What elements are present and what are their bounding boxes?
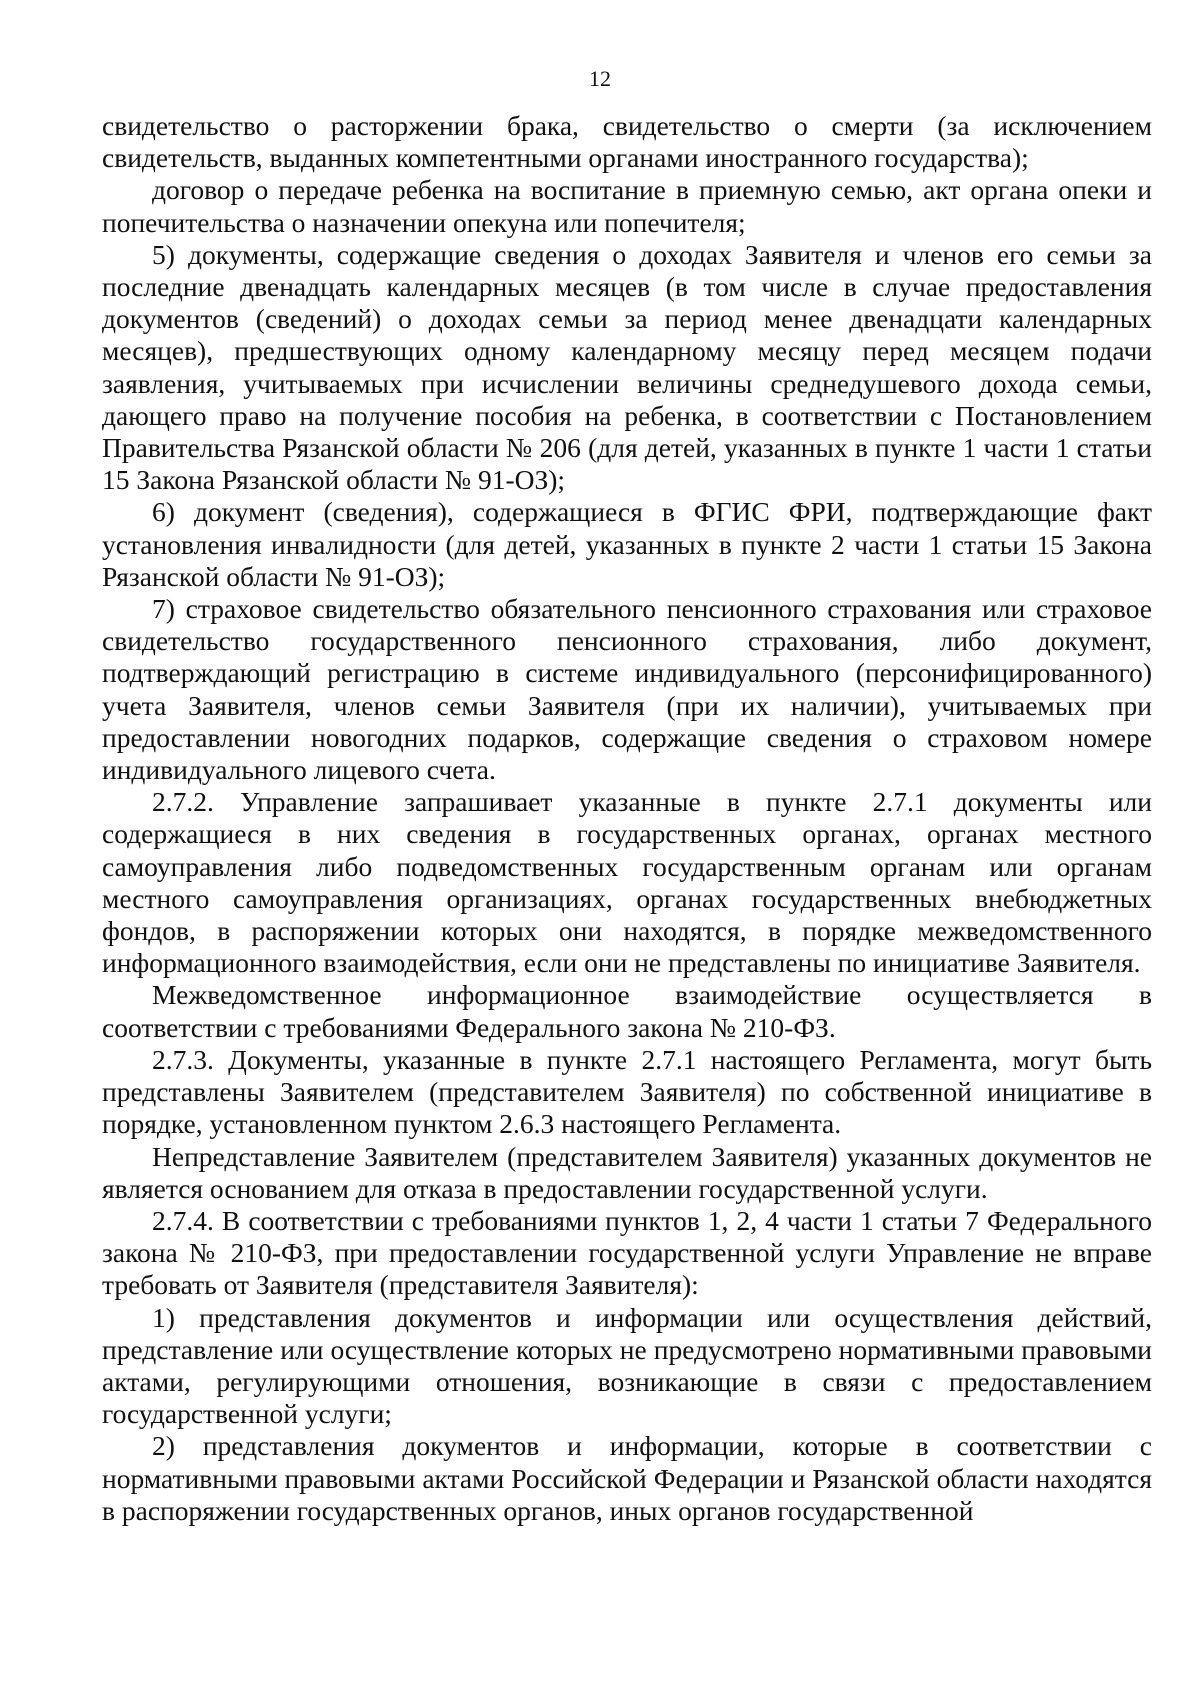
paragraph: 1) представления документов и информации или осуществления действий, представление или осуществление которых не предусмотрено нормативными правовыми актами, регулирующими отношения, возникающие в связи с предоставлением государственной услуги; [102, 1301, 1152, 1430]
paragraph: 2.7.4. В соответствии с требованиями пунктов 1, 2, 4 части 1 статьи 7 Федерального закона № 210-ФЗ, при предоставлении государственной услуги Управление не вправе требовать от Заявителя (представителя Заявителя): [102, 1204, 1152, 1301]
page-number: 12 [589, 66, 611, 91]
document-body [102, 110, 1152, 1527]
paragraph: 2.7.3. Документы, указанные в пункте 2.7.1 настоящего Регламента, могут быть представлены Заявителем (представителем Заявителя) по собственной инициативе в порядке, установленном пунктом 2.6.3 настоящего Регламента. [102, 1043, 1152, 1140]
paragraph: Межведомственное информационное взаимодействие осуществляется в соответствии с требованиями Федерального закона № 210-ФЗ. [102, 979, 1152, 1043]
paragraph: Непредставление Заявителем (представителем Заявителя) указанных документов не является основанием для отказа в предоставлении государственной услуги. [102, 1140, 1152, 1204]
paragraph: 5) документы, содержащие сведения о доходах Заявителя и членов его семьи за последние двенадцать календарных месяцев (в том числе в случае предоставления документов (сведений) о доходах семьи за период менее двенадцати календарных месяцев), предшествующих одному календарному месяцу перед месяцем подачи заявления, учитываемых при исчислении величины среднедушевого дохода семьи, дающего право на получение пособия на ребенка, в соответствии с Постановлением Правительства Рязанской области № 206 (для детей, указанных в пункте 1 части 1 статьи 15 Закона Рязанской области № 91-ОЗ); [102, 238, 1152, 496]
paragraph: 7) страховое свидетельство обязательного пенсионного страхования или страховое свидетельство государственного пенсионного страхования, либо документ, подтверждающий регистрацию в системе индивидуального (персонифицированного) учета Заявителя, членов семьи Заявителя (при их наличии), учитываемых при предоставлении новогодних подарков, содержащие сведения о страховом номере индивидуального лицевого счета. [102, 593, 1152, 786]
paragraph: свидетельство о расторжении брака, свидетельство о смерти (за исключением свидетельств, выданных компетентными органами иностранного государства); [102, 110, 1152, 174]
paragraph: договор о передаче ребенка на воспитание в приемную семью, акт органа опеки и попечительства о назначении опекуна или попечителя; [102, 174, 1152, 238]
paragraph: 2.7.2. Управление запрашивает указанные в пункте 2.7.1 документы или содержащиеся в них сведения в государственных органах, органах местного самоуправления либо подведомственных государственным органам или органам местного самоуправления организациях, органах государственных внебюджетных фондов, в распоряжении которых они находятся, в порядке межведомственного информационного взаимодействия, если они не представлены по инициативе Заявителя. [102, 786, 1152, 979]
paragraph: 2) представления документов и информации, которые в соответствии с нормативными правовыми актами Российской Федерации и Рязанской области находятся в распоряжении государственных органов, иных органов государственной [102, 1430, 1152, 1526]
paragraph: 6) документ (сведения), содержащиеся в ФГИС ФРИ, подтверждающие факт установления инвалидности (для детей, указанных в пункте 2 части 1 статьи 15 Закона Рязанской области № 91-ОЗ); [102, 496, 1152, 592]
